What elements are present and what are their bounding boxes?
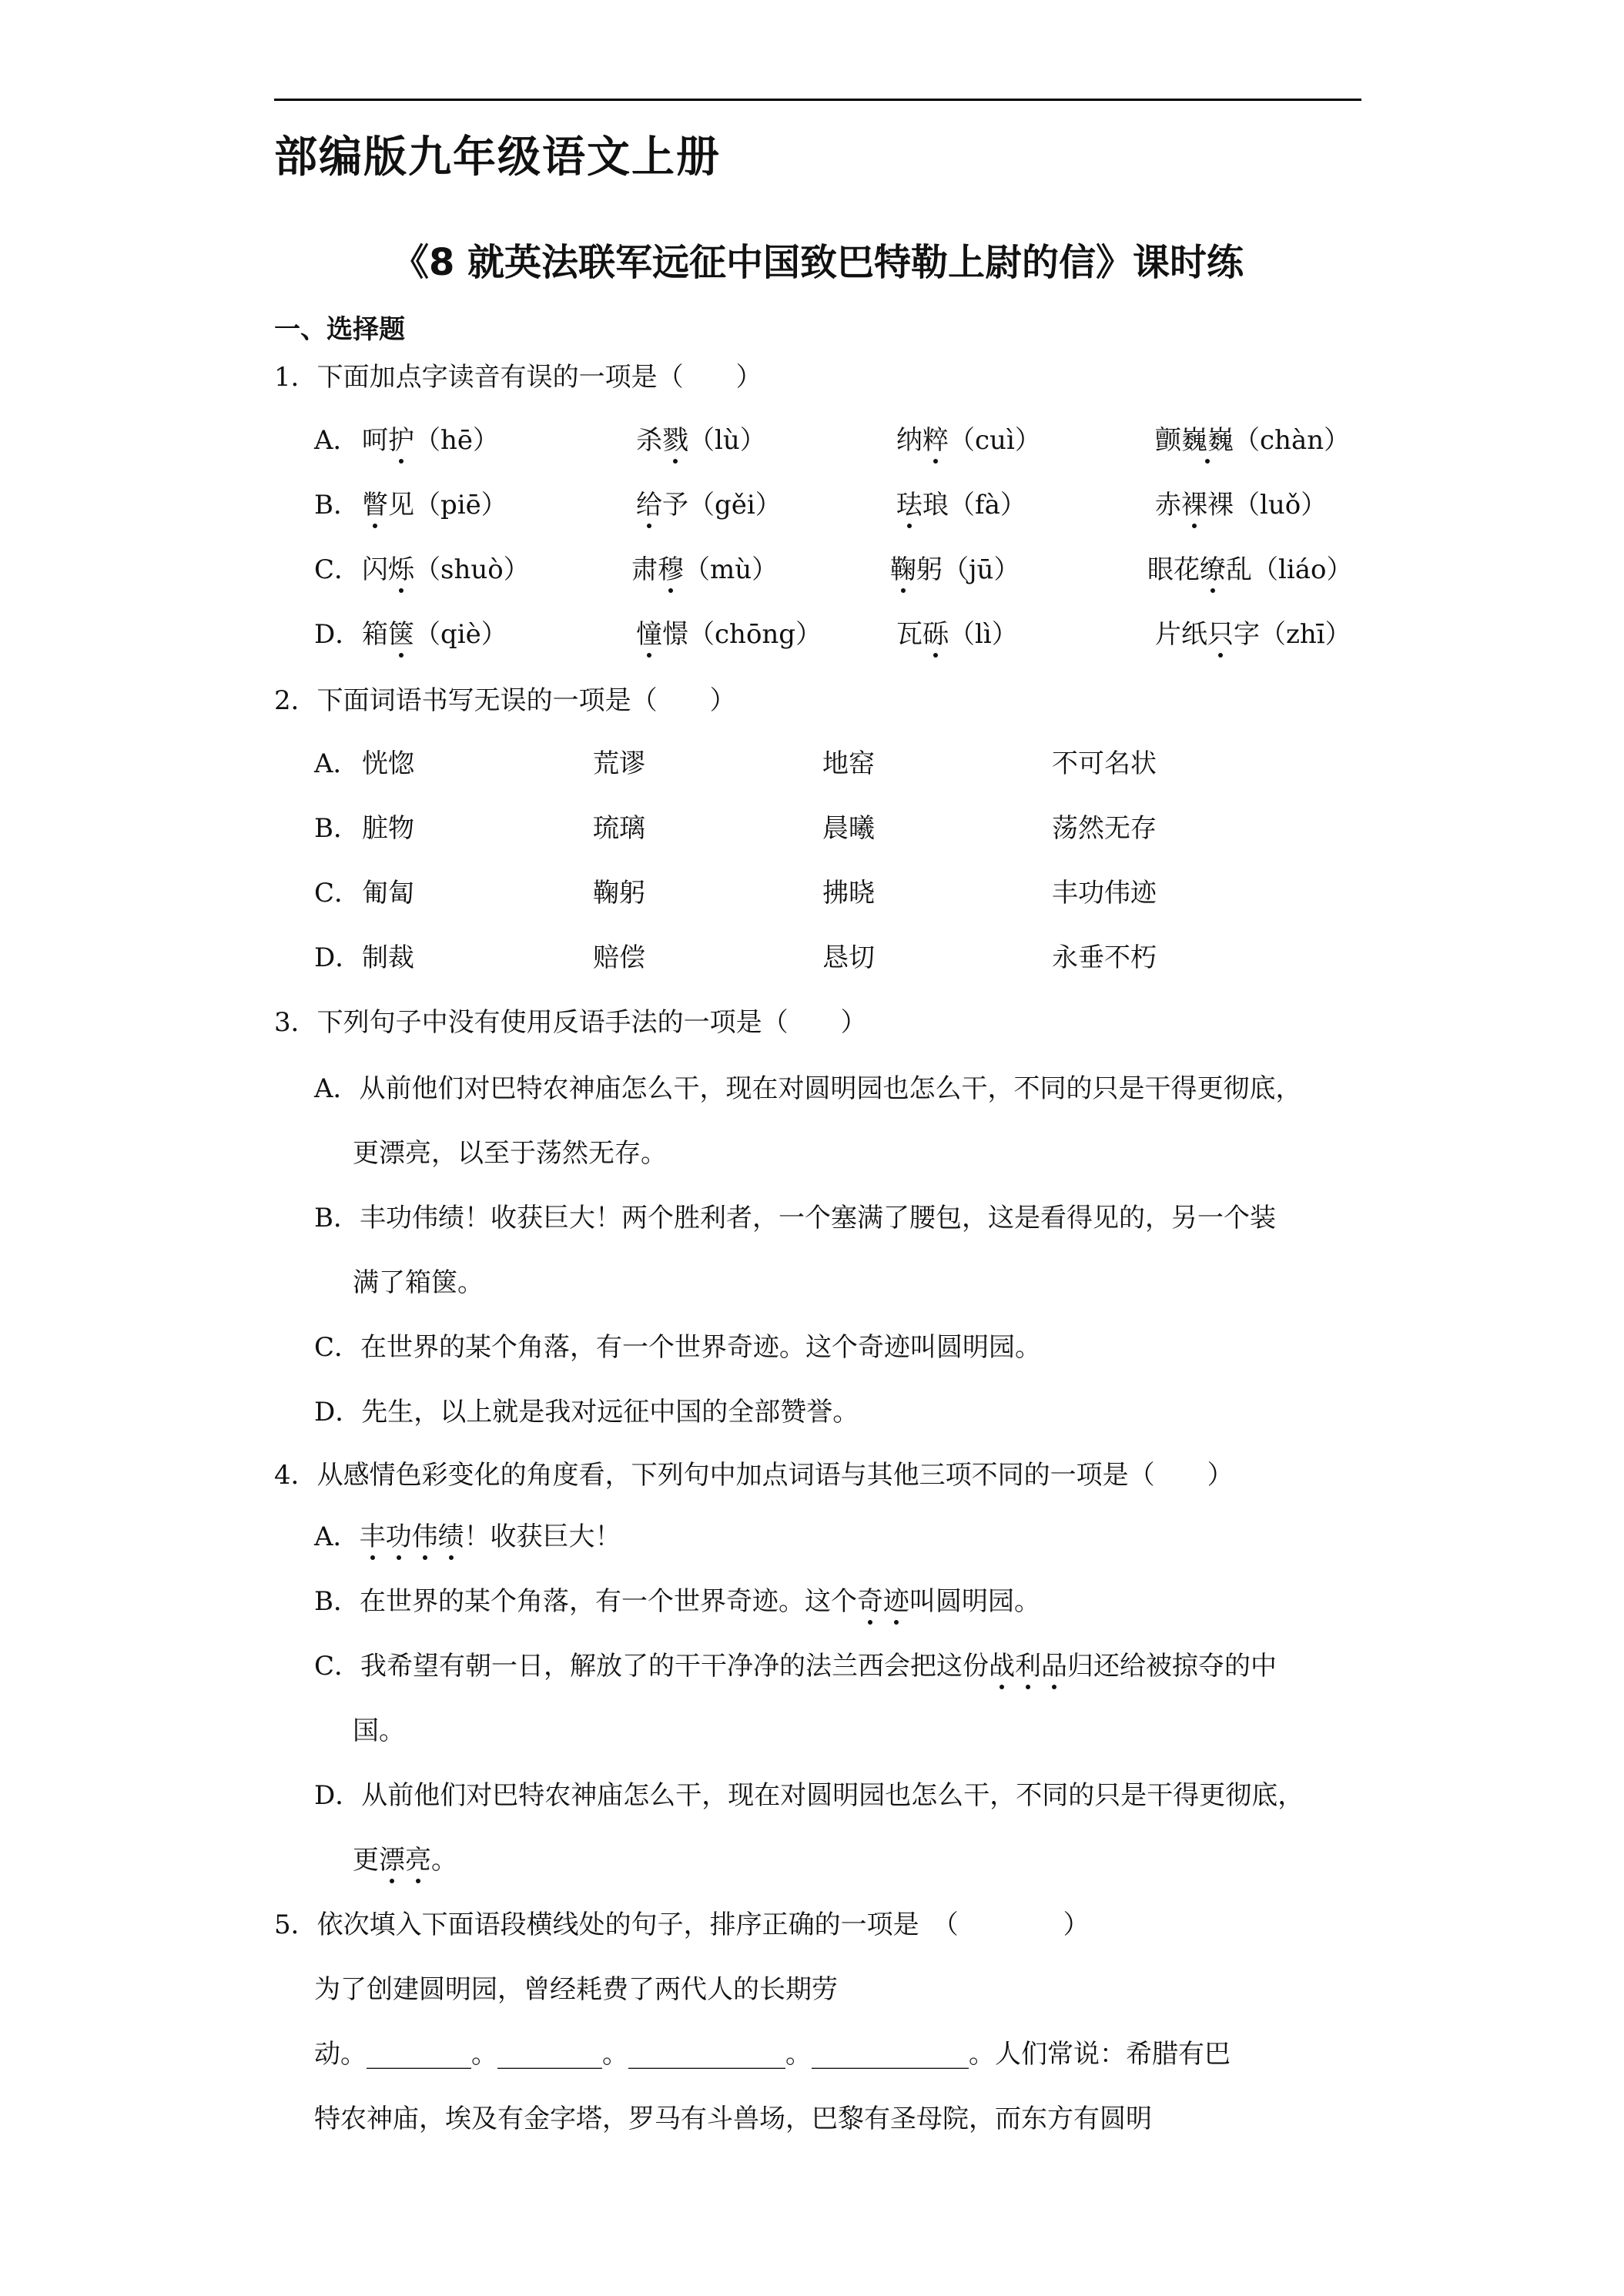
q3-option-c: C．在世界的某个角落，有一个世界奇迹。这个奇迹叫圆明园。	[314, 1332, 1042, 1363]
emphasis-dot-char: 奇	[856, 1586, 883, 1617]
emphasis-dot-char: 功	[385, 1521, 412, 1552]
q1-c-item-3: 鞠躬（jū）	[890, 554, 1020, 585]
emphasis-dot-char: 伟	[411, 1521, 438, 1552]
q2-option-c-label: C．	[314, 878, 361, 909]
q1-option-a-label: A．	[314, 425, 360, 456]
q1-c-item-2: 肃穆（mù）	[631, 554, 779, 585]
emphasis-dot-char: 战	[989, 1651, 1016, 1682]
q4-c-dotted-words	[989, 1651, 1067, 1682]
question-1-stem: 1．下面加点字读音有误的一项是（ ）	[274, 362, 762, 393]
q1-b-item-3: 珐琅（fà）	[896, 490, 1026, 520]
q2-c-word-3: 拂晓	[822, 878, 875, 909]
q1-option-b-label: B．	[314, 490, 360, 520]
q4-option-c-line-2: 国。	[353, 1715, 405, 1746]
q2-d-word-1: 制裁	[362, 942, 414, 973]
q2-b-word-2: 琉璃	[593, 813, 645, 844]
q2-option-d-label: D．	[314, 942, 362, 973]
q1-d-item-4: 片纸只字（zhī）	[1155, 619, 1351, 650]
q5-passage-line-2: 动。________。________。____________。____________。人们常说：希腊有巴	[314, 2039, 1231, 2070]
emphasis-dot-char: 绩	[437, 1521, 464, 1552]
q1-a-item-3: 纳粹（cuì）	[896, 425, 1041, 456]
q1-a-item-4: 颤巍巍（chàn）	[1155, 425, 1351, 456]
q1-option-c-label: C．	[314, 554, 361, 585]
question-2-stem: 2．下面词语书写无误的一项是（ ）	[274, 685, 736, 716]
question-3-stem: 3．下列句子中没有使用反语手法的一项是（ ）	[274, 1007, 867, 1038]
q1-d-item-1: 箱箧（qiè）	[362, 619, 507, 650]
q4-b-dotted-words	[857, 1586, 909, 1617]
q3-option-b-line-1: B．丰功伟绩！收获巨大！两个胜利者，一个塞满了腰包，这是看得见的，另一个装	[314, 1203, 1276, 1233]
q4-option-d-line-1: D．从前他们对巴特农神庙怎么干，现在对圆明园也怎么干，不同的只是干得更彻底，	[314, 1780, 1304, 1811]
q4-option-d-line-2: 更漂亮。	[353, 1845, 457, 1876]
q4-d-dotted-words	[379, 1845, 431, 1876]
q2-d-word-3: 恳切	[822, 942, 875, 973]
section-heading: 一、选择题	[274, 314, 405, 345]
emphasis-dot-char: 迹	[882, 1586, 909, 1617]
q2-c-word-4: 丰功伟迹	[1052, 878, 1157, 909]
q3-option-a-line-2: 更漂亮，以至于荡然无存。	[353, 1138, 667, 1169]
q2-a-word-4: 不可名状	[1052, 748, 1157, 779]
document-title: 部编版九年级语文上册	[274, 132, 721, 182]
q2-c-word-2: 鞠躬	[593, 878, 645, 909]
q1-d-item-3: 瓦砾（lì）	[896, 619, 1018, 650]
q3-option-d: D．先生，以上就是我对远征中国的全部赞誉。	[314, 1397, 859, 1427]
q5-passage-line-3: 特农神庙，埃及有金字塔，罗马有斗兽场，巴黎有圣母院，而东方有圆明	[314, 2104, 1152, 2134]
q1-a-item-2: 杀戮（lù）	[636, 425, 766, 456]
q3-option-a-line-1: A．从前他们对巴特农神庙怎么干，现在对圆明园也怎么干，不同的只是干得更彻底，	[314, 1073, 1302, 1104]
q2-a-word-1: 恍惚	[362, 748, 414, 779]
q2-d-word-4: 永垂不朽	[1052, 942, 1157, 973]
q2-option-b-label: B．	[314, 813, 360, 844]
q1-d-item-2: 憧憬（chōng）	[636, 619, 822, 650]
q1-c-item-1: 闪烁（shuò）	[362, 554, 530, 585]
q4-option-b: B．在世界的某个角落，有一个世界奇迹。这个奇迹叫圆明园。	[314, 1586, 1040, 1617]
q2-d-word-2: 赔偿	[593, 942, 645, 973]
emphasis-dot-char: 亮	[405, 1845, 431, 1876]
emphasis-dot-char: 利	[1015, 1651, 1042, 1682]
header-rule	[274, 99, 1361, 101]
q3-option-b-line-2: 满了箱箧。	[353, 1267, 484, 1298]
lesson-title: 《8 就英法联军远征中国致巴特勒上尉的信》课时练	[391, 241, 1244, 284]
question-4-stem: 4．从感情色彩变化的角度看，下列句中加点词语与其他三项不同的一项是（ ）	[274, 1460, 1234, 1491]
q2-b-word-4: 荡然无存	[1052, 813, 1157, 844]
q4-option-c-line-1: C．我希望有朝一日，解放了的干干净净的法兰西会把这份战利品归还给被掠夺的中	[314, 1651, 1277, 1682]
q4-option-a: A．丰功伟绩！收获巨大！	[314, 1521, 621, 1552]
q5-passage-line-1: 为了创建圆明园，曾经耗费了两代人的长期劳	[314, 1974, 838, 2005]
emphasis-dot-char: 漂	[379, 1845, 405, 1876]
emphasis-dot-char: 丰	[359, 1521, 386, 1552]
emphasis-dot-char: 品	[1041, 1651, 1068, 1682]
q1-c-item-4: 眼花缭乱（liáo）	[1147, 554, 1353, 585]
question-5-stem: 5．依次填入下面语段横线处的句子，排序正确的一项是 （ ）	[274, 1909, 1090, 1940]
q1-option-d-label: D．	[314, 619, 362, 650]
q4-a-dotted-words	[360, 1521, 464, 1552]
q1-b-item-4: 赤裸裸（luǒ）	[1155, 490, 1328, 520]
q2-option-a-label: A．	[314, 748, 360, 779]
q2-a-word-2: 荒谬	[593, 748, 645, 779]
q2-c-word-1: 匍匐	[362, 878, 414, 909]
q2-b-word-1: 脏物	[362, 813, 414, 844]
q1-a-item-1: 呵护（hē）	[362, 425, 500, 456]
q1-b-item-2: 给予（gěi）	[636, 490, 782, 520]
q2-a-word-3: 地窑	[822, 748, 875, 779]
q2-b-word-3: 晨曦	[822, 813, 875, 844]
q1-b-item-1: 瞥见（piē）	[362, 490, 507, 520]
